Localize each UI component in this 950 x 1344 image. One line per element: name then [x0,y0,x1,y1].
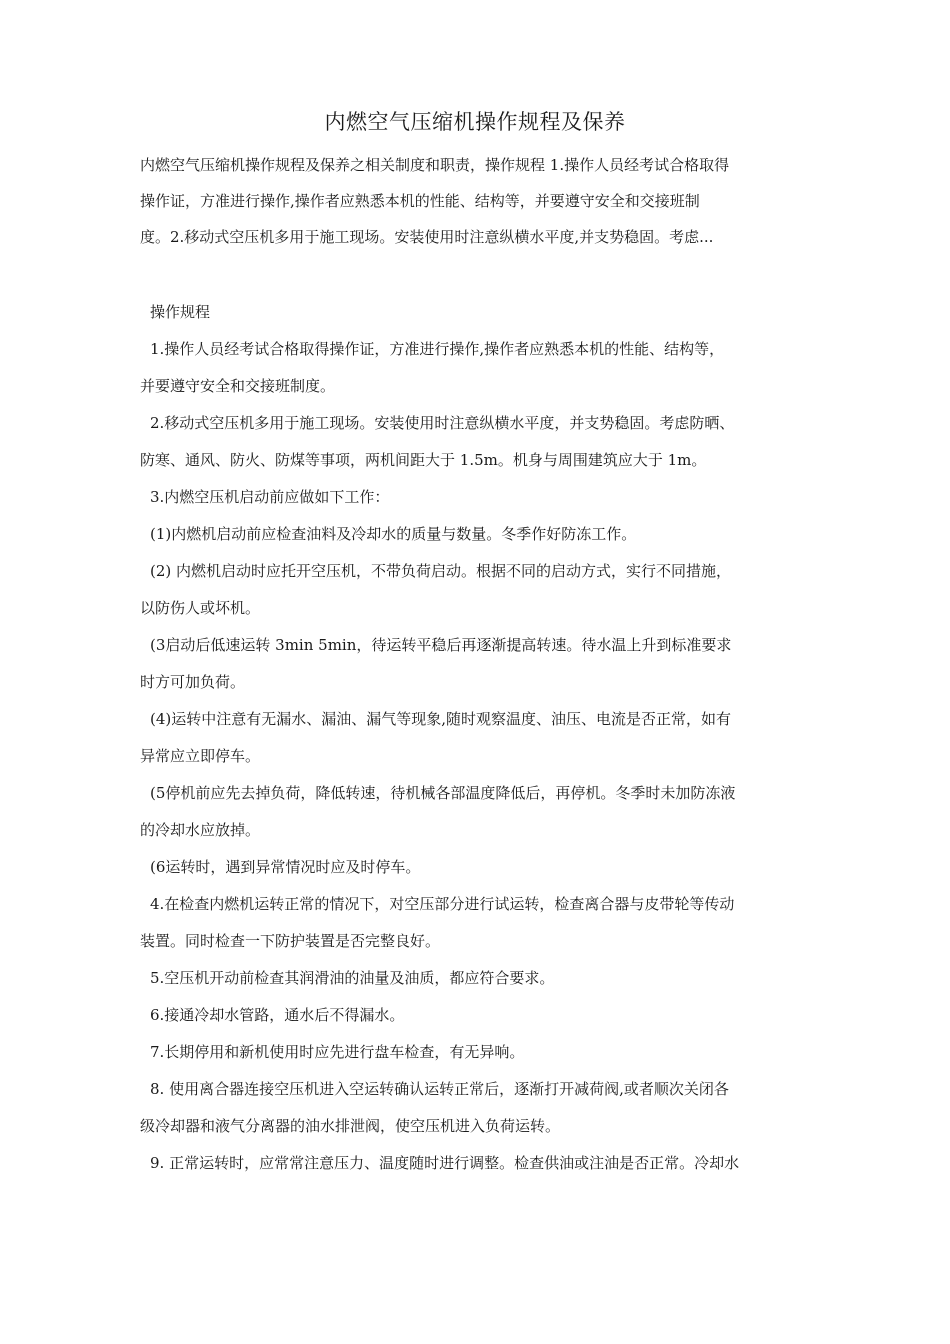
document-body [140,294,820,1182]
paragraph-8 [140,1071,820,1145]
body-line: 1.操作人员经考试合格取得操作证，方准进行操作,操作者应熟悉本机的性能、结构等， [150,340,725,358]
paragraph-4 [140,886,820,960]
paragraph-7 [140,1034,820,1071]
section-heading [140,294,820,331]
paragraph-5 [140,960,820,997]
paragraph-2 [140,405,820,479]
body-line: 2.移动式空压机多用于施工现场。安装使用时注意纵横水平度，并支势稳固。考虑防晒、 [150,414,735,432]
document-title: 内燃空气压缩机操作规程及保养 [324,110,626,134]
paragraph-3-5 [140,775,820,849]
summary-line: 操作证，方准进行操作,操作者应熟悉本机的性能、结构等，并要遵守安全和交接班制 [140,192,700,210]
body-line: 4.在检查内燃机运转正常的情况下，对空压部分进行试运转，检查离合器与皮带轮等传动 [150,895,735,913]
body-line: 时方可加负荷。 [140,673,246,691]
paragraph-9 [140,1145,820,1182]
body-line: 的冷却水应放掉。 [140,821,261,839]
paragraph-3-1 [140,516,820,553]
body-line: (3启动后低速运转 3min 5min，待运转平稳后再逐渐提高转速。待水温上升到标准要求 [150,636,732,654]
summary-line: 内燃空气压缩机操作规程及保养之相关制度和职责，操作规程 1.操作人员经考试合格取得 [140,156,730,174]
body-line: (5停机前应先去掉负荷，降低转速，待机械各部温度降低后，再停机。冬季时未加防冻液 [150,784,736,802]
paragraph-3 [140,479,820,516]
body-line: 以防伤人或坏机。 [140,599,261,617]
paragraph-3-4 [140,701,820,775]
body-line: 级冷却器和液气分离器的油水排泄阀，使空压机进入负荷运转。 [140,1117,561,1135]
summary-line: 度。2.移动式空压机多用于施工现场。安装使用时注意纵横水平度,并支势稳固。考虑... [140,228,714,246]
body-line: (1)内燃机启动前应检查油料及冷却水的质量与数量。冬季作好防冻工作。 [150,525,637,543]
body-line: (4)运转中注意有无漏水、漏油、漏气等现象,随时观察温度、油压、电流是否正常，如有 [150,710,732,728]
body-line: 防寒、通风、防火、防煤等事项，两机间距大于 1.5m。机身与周围建筑应大于 1m。 [140,451,707,469]
body-line: (2) 内燃机启动时应托开空压机，不带负荷启动。根据不同的启动方式，实行不同措施， [150,562,732,580]
paragraph-3-3 [140,627,820,701]
body-line: 5.空压机开动前检查其润滑油的油量及油质，都应符合要求。 [150,969,555,987]
body-line: 9. 正常运转时，应常常注意压力、温度随时进行调整。检查供油或注油是否正常。冷却水 [150,1154,740,1172]
body-line: 异常应立即停车。 [140,747,261,765]
body-line: 3.内燃空压机启动前应做如下工作： [150,488,390,506]
body-line: (6运转时，遇到异常情况时应及时停车。 [150,858,421,876]
body-line: 并要遵守安全和交接班制度。 [140,377,336,395]
paragraph-1 [140,331,820,405]
body-line: 8. 使用离合器连接空压机进入空运转确认运转正常后，逐渐打开减荷阀,或者顺次关闭各 [150,1080,729,1098]
paragraph-3-6 [140,849,820,886]
paragraph-6 [140,997,820,1034]
section-heading-text: 操作规程 [150,303,211,321]
paragraph-3-2 [140,553,820,627]
document-summary [140,147,820,255]
body-line: 装置。同时检查一下防护装置是否完整良好。 [140,932,441,950]
body-line: 6.接通冷却水管路，通水后不得漏水。 [150,1006,405,1024]
body-line: 7.长期停用和新机使用时应先进行盘车检查，有无异响。 [150,1043,525,1061]
